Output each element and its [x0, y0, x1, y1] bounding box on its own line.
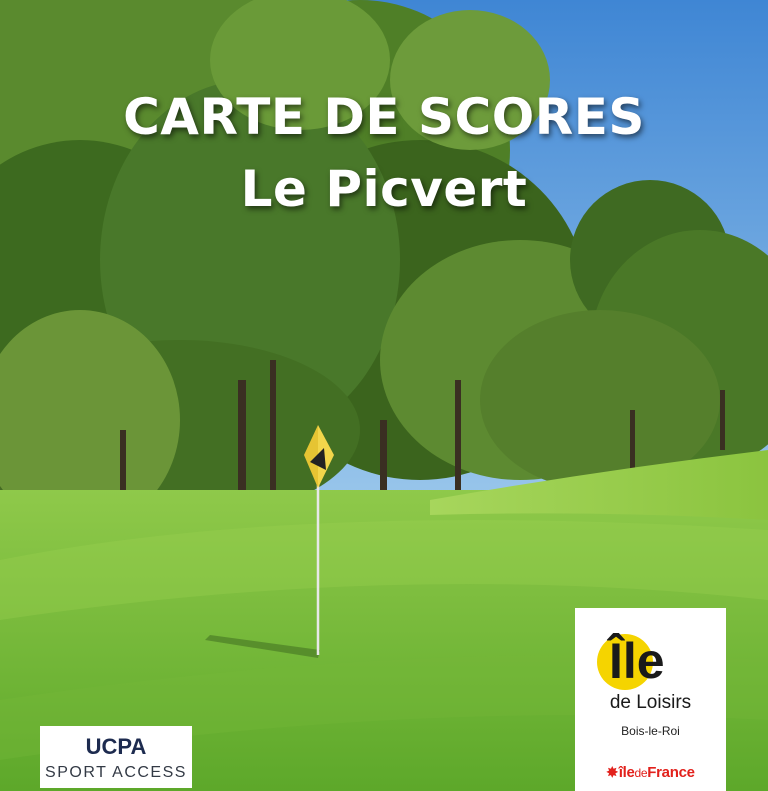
idf-mid: de [634, 766, 648, 780]
ile-mark-icon [595, 616, 705, 690]
idf-prefix: île [618, 764, 635, 781]
page-title: CARTE DE SCORES [123, 88, 645, 146]
idf-suffix: France [647, 764, 695, 781]
ile-word: Île [609, 633, 665, 689]
ile-de-loisirs-location: Bois-le-Roi [621, 724, 680, 738]
ucpa-sport-access-logo [40, 726, 192, 788]
ile-de-france-star-icon: ✸ [606, 764, 618, 780]
course-name: Le Picvert [240, 160, 528, 218]
ile-de-loisirs-logo [575, 608, 726, 791]
ucpa-tagline: SPORT ACCESS [45, 764, 187, 781]
ile-de-loisirs-name: de Loisirs [609, 692, 692, 713]
ile-de-france-logo [575, 764, 726, 781]
ucpa-wordmark: UCPA [85, 734, 147, 759]
